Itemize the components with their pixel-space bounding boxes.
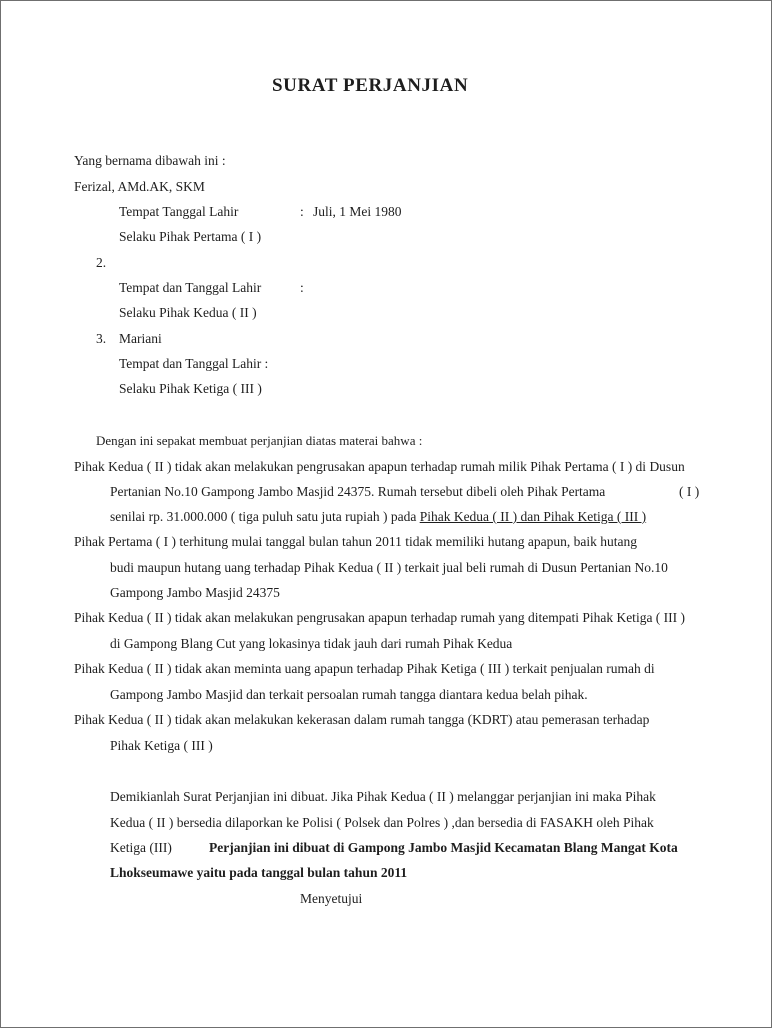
party3-birth-label: Tempat dan Tanggal Lahir : — [119, 356, 269, 371]
party2-role: Selaku Pihak Kedua ( II ) — [119, 305, 257, 320]
approval-label: Menyetujui — [300, 891, 363, 906]
closing-line2: Kedua ( II ) bersedia dilaporkan ke Polisi ( Polsek dan Polres ) ,dan bersedia di FASAKH oleh Pihak — [110, 815, 654, 830]
agreement-intro: Dengan ini sepakat membuat perjanjian diatas materai bahwa : — [96, 433, 423, 448]
clause3-line2: di Gampong Blang Cut yang lokasinya tidak jauh dari rumah Pihak Kedua — [110, 636, 513, 651]
clause3-line1: Pihak Kedua ( II ) tidak akan melakukan pengrusakan apapun terhadap rumah yang ditempati Pihak Ketiga ( III ) — [74, 610, 686, 625]
party3-role: Selaku Pihak Ketiga ( III ) — [119, 381, 262, 396]
party2-birth-separator: : — [300, 280, 304, 295]
clause1-line1-text: Pihak Kedua ( II ) tidak akan melakukan pengrusakan apapun terhadap rumah milik Pihak Pertama ( I ) di Dusun — [74, 459, 685, 474]
party2-number: 2. — [96, 255, 107, 270]
clause1-parties-underlined: Pihak Kedua ( II ) dan Pihak Ketiga ( III ) — [419, 509, 647, 524]
clause1-line3 — [110, 509, 646, 525]
clause1-line2: Pertanian No.10 Gampong Jambo Masjid 24375. Rumah tersebut dibeli oleh Pihak Pertama — [110, 484, 606, 499]
party1-birth-value: Juli, 1 Mei 1980 — [313, 204, 402, 219]
clause4-line2: Gampong Jambo Masjid dan terkait persoalan rumah tangga diantara kedua belah pihak. — [110, 687, 588, 702]
clause5-line1: Pihak Kedua ( II ) tidak akan melakukan kekerasan dalam rumah tangga (KDRT) atau pemerasan terhadap — [74, 712, 650, 727]
party1-name: Ferizal, AMd.AK, SKM — [74, 179, 205, 194]
clause1-line3-text: senilai rp. 31.000.000 ( tiga puluh satu juta rupiah ) pada — [110, 509, 420, 524]
clause1-line1 — [74, 459, 700, 475]
closing-line4-bold: Lhokseumawe yaitu pada tanggal bulan tahun 2011 — [110, 865, 408, 880]
party2-birth-label: Tempat dan Tanggal Lahir — [119, 280, 262, 295]
party1-birth-label: Tempat Tanggal Lahir — [119, 204, 239, 219]
closing-line1: Demikianlah Surat Perjanjian ini dibuat. Jika Pihak Kedua ( II ) melanggar perjanjian ini maka Pihak — [110, 789, 656, 804]
party3-name: Mariani — [119, 331, 162, 346]
clause5-line2: Pihak Ketiga ( III ) — [110, 738, 213, 753]
closing-line3-bold: Perjanjian ini dibuat di Gampong Jambo Masjid Kecamatan Blang Mangat Kota — [209, 840, 678, 855]
clause2-line1: Pihak Pertama ( I ) terhitung mulai tanggal bulan tahun 2011 tidak memiliki hutang apapun, baik hutang — [74, 534, 637, 549]
party3-number: 3. — [96, 331, 107, 346]
party1-birth-separator: : — [300, 204, 304, 219]
document-title: SURAT PERJANJIAN — [272, 75, 469, 96]
party1-role: Selaku Pihak Pertama ( I ) — [119, 229, 262, 244]
clause2-line2: budi maupun hutang uang terhadap Pihak Kedua ( II ) terkait jual beli rumah di Dusun Pertanian No.10 — [110, 560, 668, 575]
clause2-line3: Gampong Jambo Masjid 24375 — [110, 585, 280, 600]
intro-text: Yang bernama dibawah ini : — [74, 153, 226, 168]
closing-line3-start: Ketiga (III) — [110, 840, 172, 855]
clause4-line1: Pihak Kedua ( II ) tidak akan meminta uang apapun terhadap Pihak Ketiga ( III ) terkait penjualan rumah di — [74, 661, 655, 676]
clause1-line2-end: ( I ) — [679, 484, 700, 499]
